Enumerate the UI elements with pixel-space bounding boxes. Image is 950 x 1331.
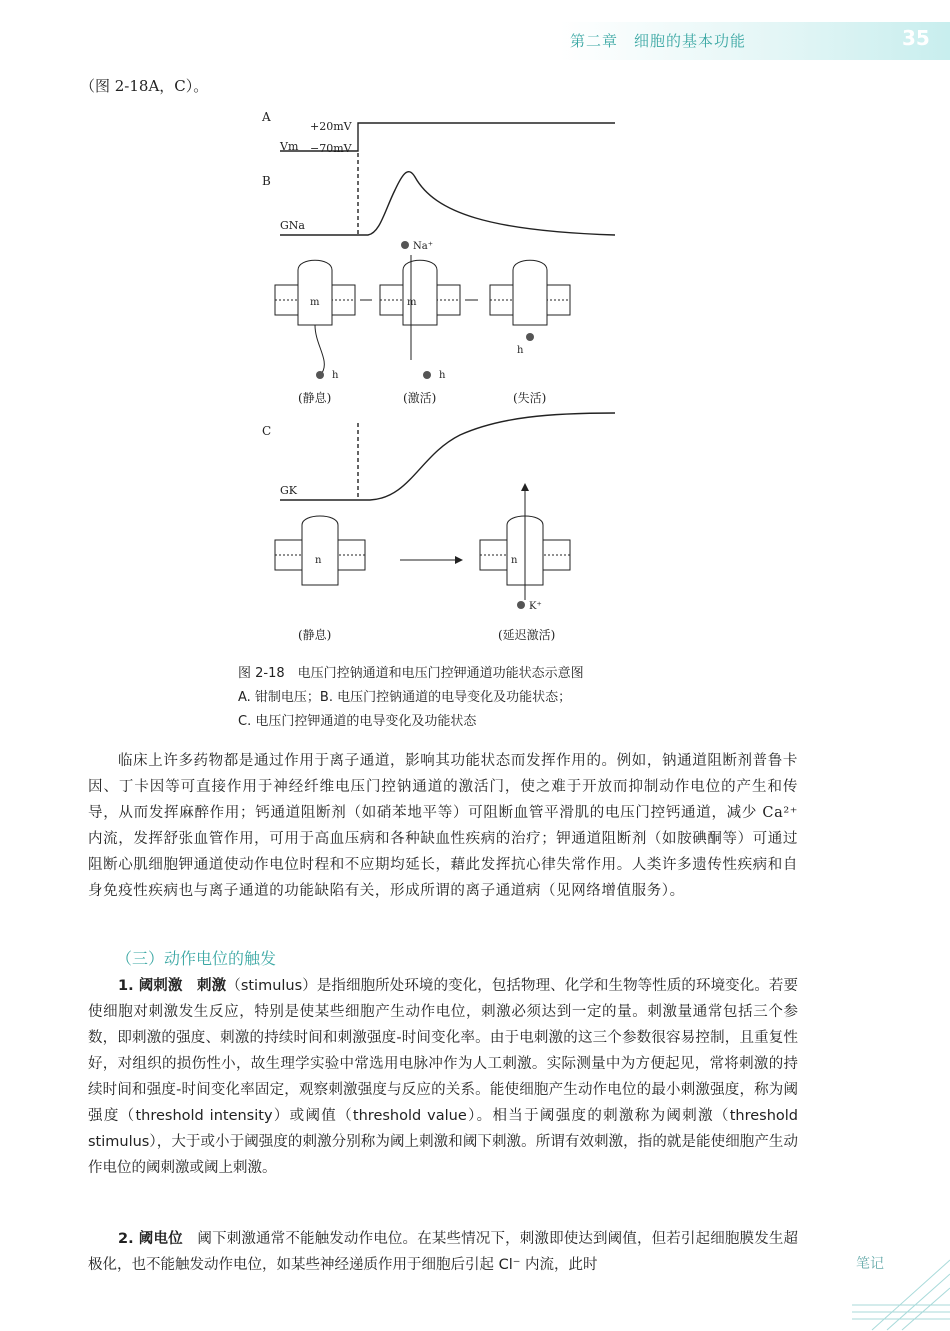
na-channel-inactive: [490, 260, 570, 356]
paragraph-threshold-stimulus: [88, 973, 798, 1181]
gate-m-1: m: [310, 297, 320, 308]
page-header: [0, 0, 950, 70]
section-title: （三）动作电位的触发: [116, 949, 277, 968]
gate-h-3: h: [517, 345, 524, 356]
paragraph-clinical-drugs: 临床上许多药物都是通过作用于离子通道，影响其功能状态而发挥作用的。例如，钠通道阻断剂普鲁卡因、丁卡因等可直接作用于神经纤维电压门控钠通道的激活门，使之难于开放而抑制动作电位的产生和传导，从而发挥麻醉作用；钙通道阻断剂（如硝苯地平等）可阻断血管平滑肌的电压门控钙通道，减少 Ca²⁺ 内流，发挥舒张血管作用，可用于高血压病和各种缺血性疾病的治疗；钾通道阻断剂（如胺碘酮等）可通过阻断心肌细胞钾通道使动作电位时程和不应期均延长，藉此发挥抗心律失常作用。人类许多遗传性疾病和自身免疫性疾病也与离子通道的功能缺陷有关，形成所谓的离子通道病（见网络增值服务）。: [88, 753, 798, 899]
paragraph-threshold-potential-text: 阈下刺激通常不能触发动作电位。在某些情况下，刺激即使达到阈值，但若引起细胞膜发生超极化，也不能触发动作电位，如某些神经递质作用于细胞后引起 Cl⁻ 内流，此时: [88, 1231, 798, 1273]
paragraph-threshold-potential: [88, 1226, 798, 1278]
gk-trace: [280, 413, 615, 500]
plus20-label: +20mV: [310, 120, 352, 133]
page-number: 35: [902, 26, 930, 50]
minus70-label: −70mV: [310, 142, 352, 155]
caption-line-2: A. 钳制电压；B. 电压门控钠通道的电导变化及功能状态；: [238, 690, 572, 705]
term-threshold-stimulus: 1. 阈刺激 刺激: [118, 978, 227, 994]
panel-c-label: C: [262, 424, 272, 438]
na-channel-rest: [275, 260, 355, 381]
state-inactive: (失活): [513, 391, 547, 405]
gate-h-1: h: [332, 370, 339, 381]
chapter-title: 第二章 细胞的基本功能: [570, 32, 747, 50]
gna-label: GNa: [280, 219, 305, 232]
k-ion-label: K⁺: [529, 601, 542, 612]
figure-caption: [238, 662, 584, 734]
state-delayed: (延迟激活): [498, 628, 556, 642]
notes-label: 笔记: [856, 1256, 884, 1272]
k-channel-delayed: [480, 483, 570, 612]
gate-n-2: n: [511, 555, 518, 566]
panel-a-label: A: [262, 110, 271, 124]
state-active: (激活): [403, 391, 437, 405]
na-ion-label: Na⁺: [413, 241, 433, 252]
caption-line-1: 图 2-18 电压门控钠通道和电压门控钾通道功能状态示意图: [238, 666, 584, 681]
term-threshold-potential: 2. 阈电位: [118, 1231, 183, 1247]
na-channel-active: [380, 241, 460, 381]
paragraph-threshold-stimulus-text: （stimulus）是指细胞所处环境的变化，包括物理、化学和生物等性质的环境变化。若要使细胞对刺激发生反应，特别是使某些细胞产生动作电位，刺激必须达到一定的量。刺激量通常包括三个参数，即刺激的强度、刺激的持续时间和刺激强度-时间变化率。由于电刺激的这三个参数很容易控制，且重复性好，对组织的损伤性小，故生理学实验中常选用电脉冲作为人工刺激。实际测量中为方便起见，常将刺激的持续时间和强度-时间变化率固定，观察刺激强度与反应的关系。能使细胞产生动作电位的最小刺激强度，称为阈强度（threshold intensity）或阈值（threshold value）。相当于阈强度的刺激称为阈刺激（threshold stimulus），大于或小于阈强度的刺激分别称为阈上刺激和阈下刺激。所谓有效刺激，指的就是能使细胞产生动作电位的阈刺激或阈上刺激。: [88, 978, 798, 1176]
gna-trace: [280, 172, 615, 235]
gate-n-1: n: [315, 555, 322, 566]
gate-h-2: h: [439, 370, 446, 381]
caption-line-3: C. 电压门控钾通道的电导变化及功能状态: [238, 714, 477, 729]
state-rest-1: (静息): [298, 391, 332, 405]
panel-b-label: B: [262, 174, 271, 188]
state-rest-2: (静息): [298, 628, 332, 642]
figure-reference: （图 2-18A，C）。: [80, 77, 209, 95]
vm-label: Vm: [280, 140, 299, 153]
k-channel-rest: [275, 516, 365, 585]
gate-m-2: m: [407, 297, 417, 308]
figure-2-18: [262, 105, 630, 650]
gk-label: GK: [280, 484, 298, 497]
